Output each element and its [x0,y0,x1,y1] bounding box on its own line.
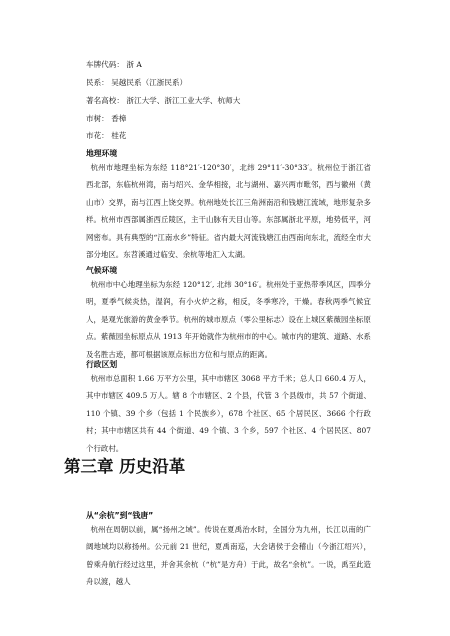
plate-code: 车牌代码： 浙 A [86,60,142,69]
admin-heading: 行政区划 [86,360,118,369]
geo-heading: 地理环境 [86,149,118,158]
chapter-title: 第三章 历史沿革 [64,457,186,476]
admin-paragraph: 杭州市总面积 1.66 万平方公里，其中市辖区 3068 平方千米；总人口 660.4 万人，其中市辖区 409.5 万人。辖 8 个市辖区、2 个县，代管 3 个县级市，共 57 个街道、110 个镇、39 个乡（包括 1 个民族乡），678 个社区、65 个居民区、3666 个行政村；其中市辖区共有 44 个街道、49 个镇、3 个乡，597 个社区、4 个居民区、807 个行政村。 [86,374,371,453]
geo-paragraph: 杭州市地理坐标为东经 118°21′-120°30′，北纬 29°11′-30°33′。杭州位于浙江省西北部，东临杭州湾，南与绍兴、金华相接，北与湖州、嘉兴两市毗邻，西与徽州（黄山市）交界，南与江西上饶交界。杭州地处长江三角洲南沿和钱塘江流域，地形复杂多样。杭州市西部属浙西丘陵区，主干山脉有天目山等。东部属浙北平原，地势低平，河网密布。具有典型的“江南水乡”特征。省内最大河流钱塘江由西南向东北，流经全市大部分地区。东苕溪通过临安、余杭等地汇入太湖。 [86,163,371,260]
dialect-group: 民系： 吴越民系（江浙民系） [86,78,188,87]
history-heading: 从“余杭”到“钱唐” [86,511,154,520]
climate-paragraph: 杭州市中心地理坐标为东经 120°12′, 北纬 30°16′。杭州处于亚热带季风区，四季分明，夏季气候炎热，湿润，有小火炉之称，相反，冬季寒冷，干燥。春秋两季气候宜人，是观光旅游的黄金季节。杭州的城市原点（零公里标志）设在上城区紫薇园坐标原点。紫薇园坐标原点从 1913 年开始就作为杭州市的中心。城市内的建筑、道路、水系及名胜古迹，都可根据该原点标出方位和与原点的距离。 [86,280,371,359]
climate-heading: 气候环境 [86,266,118,275]
history-paragraph: 杭州在周朝以前，属“扬州之域”。传说在夏禹治水时，全国分为九州，长江以南的广阔地域均以称扬州。公元前 21 世纪，夏禹南巡，大会诸侯于会稽山（今浙江绍兴），曾乘舟航行经过这里，并舍其余杭（“杭”是方舟）于此，故名“余杭”。一说，禹至此造舟以渡，越人 [86,525,371,587]
city-tree: 市树： 香樟 [86,114,127,123]
famous-universities: 著名高校： 浙江大学、浙江工业大学、杭师大 [86,96,241,105]
city-flower: 市花： 桂花 [86,131,127,140]
